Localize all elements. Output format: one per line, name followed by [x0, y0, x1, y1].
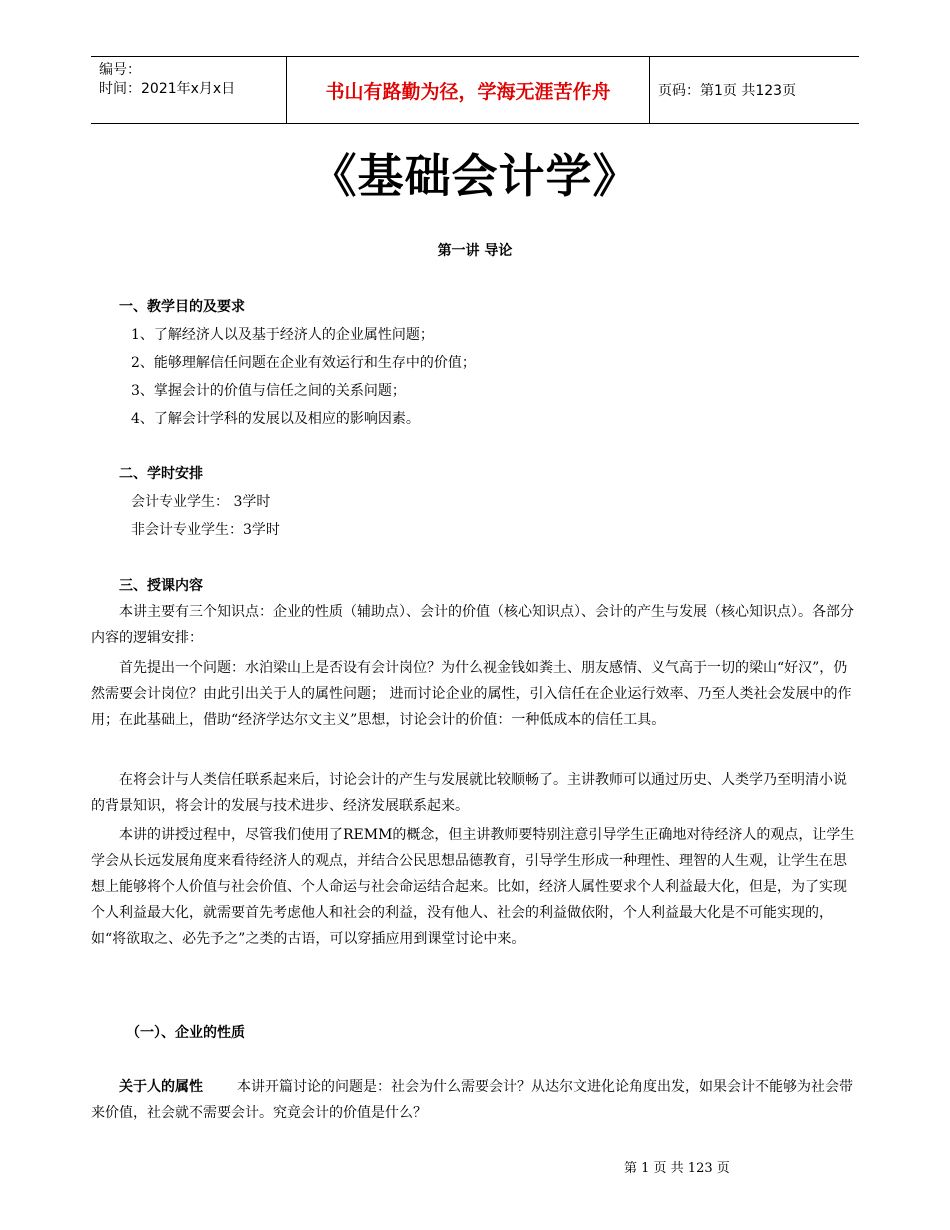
motto-text: 书山有路勤为径，学海无涯苦作舟 [325, 80, 611, 103]
header-left [91, 57, 286, 123]
section-heading-content: 三、授课内容 [119, 578, 203, 594]
page-footer: 第 1 页 共 123 页 [624, 1161, 730, 1176]
page-info-text: 页码：第1页 共123页 [658, 83, 797, 99]
section-heading-schedule: 二、学时安排 [119, 466, 203, 482]
header-motto [286, 57, 650, 123]
schedule-item: 会计专业学生： 3学时 [131, 494, 271, 510]
content-paragraph: 在将会计与人类信任联系起来后，讨论会计的产生与发展就比较顺畅了。主讲教师可以通过历史、人类学乃至明清小说的背景知识，将会计的发展与技术进步、经济发展联系起来。 [91, 772, 847, 814]
time-label: 时间：2021年x月x日 [99, 81, 236, 97]
number-label: 编号： [99, 62, 141, 78]
subsection-heading: （一）、企业的性质 [126, 1025, 245, 1041]
lead-text: 本讲开篇讨论的问题是：社会为什么需要会计？从达尔文进化论角度出发，如果会计不能够为社会带来价值，社会就不需要会计。究竟会计的价值是什么？ [91, 1079, 853, 1121]
objective-item: 2、能够理解信任问题在企业有效运行和生存中的价值； [131, 355, 476, 371]
objective-item: 3、掌握会计的价值与信任之间的关系问题； [131, 383, 406, 399]
page-header [91, 56, 859, 124]
lecture-title: 第一讲 导论 [437, 243, 513, 259]
document-title: 《基础会计学》 [310, 149, 640, 203]
content-paragraph: 本讲主要有三个知识点：企业的性质（辅助点）、会计的价值（核心知识点）、会计的产生与发展（核心知识点）。各部分内容的逻辑安排： [91, 604, 854, 646]
schedule-item: 非会计专业学生：3学时 [131, 522, 280, 538]
content-paragraph: 首先提出一个问题：水泊梁山上是否设有会计岗位？为什么视金钱如粪土、朋友感情、义气高于一切的梁山“好汉”，仍然需要会计岗位？由此引出关于人的属性问题； 进而讨论企业的属性，引入信任在企业运行效率、乃至人类社会发展中的作用；在此基础上，借助“经济学达尔文主义”思想，讨论会计的价值：一种低成本的信任工具。 [91, 660, 852, 728]
subsection-paragraph [91, 1074, 859, 1126]
header-page-info [648, 57, 859, 123]
lead-bold: 关于人的属性 [119, 1079, 203, 1095]
objective-item: 4、了解会计学科的发展以及相应的影响因素。 [131, 411, 420, 427]
section-heading-objectives: 一、教学目的及要求 [119, 299, 245, 315]
content-paragraph: 本讲的讲授过程中，尽管我们使用了REMM的概念，但主讲教师要特别注意引导学生正确地对待经济人的观点，让学生学会从长远发展角度来看待经济人的观点，并结合公民思想品德教育，引导学生形成一种理性、理智的人生观，让学生在思想上能够将个人价值与社会价值、个人命运与社会命运结合起来。比如，经济人属性要求个人利益最大化，但是，为了实现个人利益最大化，就需要首先考虑他人和社会的利益，没有他人、社会的利益做依附，个人利益最大化是不可能实现的，如“将欲取之、必先予之”之类的古语，可以穿插应用到课堂讨论中来。 [91, 827, 855, 947]
objective-item: 1、了解经济人以及基于经济人的企业属性问题； [131, 327, 434, 343]
